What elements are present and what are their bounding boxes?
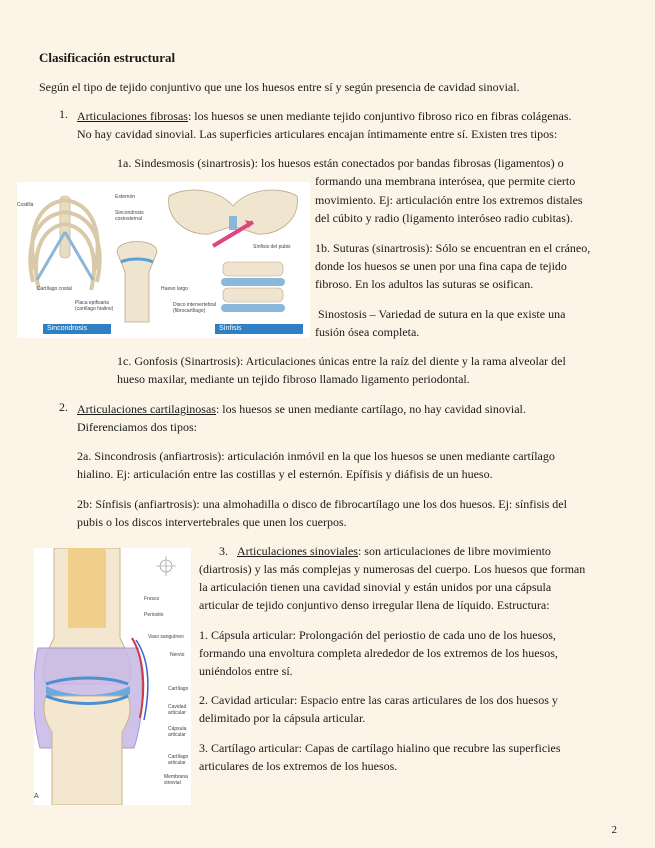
cavidad-line2: delimitado por la cápsula articular. [199,711,366,725]
figure1-drawing [17,182,310,338]
item-1b-line1: 1b. Suturas (sinartrosis): Sólo se encuentran en el cráneo, [315,241,591,255]
item-1a-line4: del cúbito y radio (ligamento interóseo radio cubitas). [315,211,573,225]
item-2a-line1: 2a. Sincondrosis (anfiartrosis): articulación inmóvil en la que los huesos se unen mediante cartílago [77,449,555,463]
item-1a-line3: movimiento. Ej: articulación entre los extremos distales [315,193,583,207]
section1-number: 1. [59,107,68,121]
fig1-band-sinfisis: Sínfisis [215,324,303,334]
fig1-label-cartilago-costal: Cartílago costal [37,286,72,292]
section2-text-b: Diferenciamos dos tipos: [77,420,197,434]
intro-text: Según el tipo de tejido conjuntivo que une los huesos entre sí y según presencia de cavidad sinovial. [39,80,520,94]
capsula-line3: uniéndolos entre sí. [199,664,293,678]
fig1-label-placa: Placa epifisaria (cartílago hialino) [75,300,114,312]
section3-number: 3. [219,544,228,558]
synovial-joint-illustration [34,548,176,805]
section1-text-a: : los huesos se unen mediante tejido conjuntivo fibroso rico en fibras colágenas. [187,109,572,123]
section3-line2: (diartrosis) y las más complejas y numerosas del cuerpo. Los huesos que forman [199,562,586,576]
section1-text-b: No hay cavidad sinovial. Las superficies articulares encajan íntimamente entre sí. Existen tres tipos: [77,127,558,141]
page-title: Clasificación estructural [39,50,176,65]
item-1b-line2: donde los huesos se unen por una fina capa de tejido [315,259,567,273]
fig1-label-sinfisis-pubis: Sínfisis del pubis [253,244,291,250]
sinostosis-line1: Sinostosis – Variedad de sutura en la que existe una [318,307,566,321]
figure-cartilaginous-joints [17,182,310,338]
pelvis-illustration [169,190,298,246]
item-1c-line2: hueso maxilar, mediante un tejido fibroso llamado ligamento periodontal. [117,372,470,386]
rib-cage-illustration [30,196,99,290]
section3-line3: la articulación tienen una cavidad sinovial y están unidos por una cápsula [199,580,552,594]
section2-line1 [77,400,526,418]
fig2-label-capsula: Cápsula articular [168,726,187,738]
figure2-drawing [34,548,191,805]
fig1-label-esternon: Esternón [115,194,136,200]
item-1b-line3: fibroso. En los adultos las suturas se osifican. [315,277,534,291]
section3-heading: Articulaciones sinoviales [237,544,358,558]
fig1-label-costilla: Costilla [17,202,34,208]
section2-heading: Articulaciones cartilaginosas [77,402,216,416]
item-1a-line1: 1a. Sindesmosis (sinartrosis): los huesos están conectados por bandas fibrosas (ligamentos) o [117,156,564,170]
capsula-line2: formando una envoltura completa alrededor de los extremos de los huesos, [199,646,558,660]
section2-text-a: : los huesos se unen mediante cartílago, no hay cavidad sinovial. [215,402,526,416]
section3-line1-rest: : son articulaciones de libre movimiento [357,544,551,558]
section2-number: 2. [59,400,68,414]
fig2-label-cavidad: Cavidad articular [168,704,187,716]
fig1-label-sincondrosis-costo: Sincondrosis costosternal [115,210,144,222]
fig2-label-vasos: Vaso sanguíneo [148,634,184,640]
section1-heading: Articulaciones fibrosas [77,109,188,123]
item-2b-line2: pubis o los discos intervertebrales que unen los cuerpos. [77,515,347,529]
capsula-line1: 1. Cápsula articular: Prolongación del periostio de cada uno de los huesos, [199,628,556,642]
page-number: 2 [611,824,617,836]
cavidad-line1: 2. Cavidad articular: Espacio entre las caras articulares de los dos huesos y [199,693,558,707]
section1-line1 [77,107,572,125]
sinostosis-line2: fusión ósea completa. [315,325,420,339]
figure-synovial-joint [34,548,191,805]
fig2-label-periostio: Periostio [144,612,164,618]
fig1-label-disco: Disco intervertebral (fibrocartílago) [173,302,217,314]
item-2b-line1: 2b: Sínfisis (anfiartrosis): una almohadilla o disco de fibrocartílago une los dos huesos. Ej: sínfisis del [77,497,567,511]
fig2-label-membrana: Membrana sinovial [164,774,188,786]
fig2-label-cartilago: Cartílago [168,686,189,692]
section3-line4: articular de tejido conjuntivo denso irregular llena de líquido. Estructura: [199,598,550,612]
cartilago-line1: 3. Cartílago articular: Capas de cartílago hialino que recubre las superficies [199,741,561,755]
item-1c-line1: 1c. Gonfosis (Sinartrosis): Articulaciones únicas entre la raíz del diente y la rama alveolar del [117,354,566,368]
fig2-label-fresco: Fresco [144,596,160,602]
section3-line1 [219,542,551,560]
fig2-label-nervio: Nervio [170,652,185,658]
fig2-corner-letter: A [34,793,39,800]
cartilago-line2: articulares de los extremos de los huesos. [199,759,398,773]
fig1-label-hueso-largo: Hueso largo [161,286,188,292]
long-bone-illustration [117,242,157,323]
fig1-band-sincondrosis: Sincondrosis [43,324,111,334]
fig2-label-cartilago-art: Cartílago articular [168,754,189,766]
item-1a-line2: formando una membrana interósea, que permite cierto [315,174,576,188]
item-2a-line2: hialino. Ej: articulación entre las costillas y el esternón. Epífisis y diáfisis de un hueso. [77,467,493,481]
vertebrae-illustration [221,262,285,312]
